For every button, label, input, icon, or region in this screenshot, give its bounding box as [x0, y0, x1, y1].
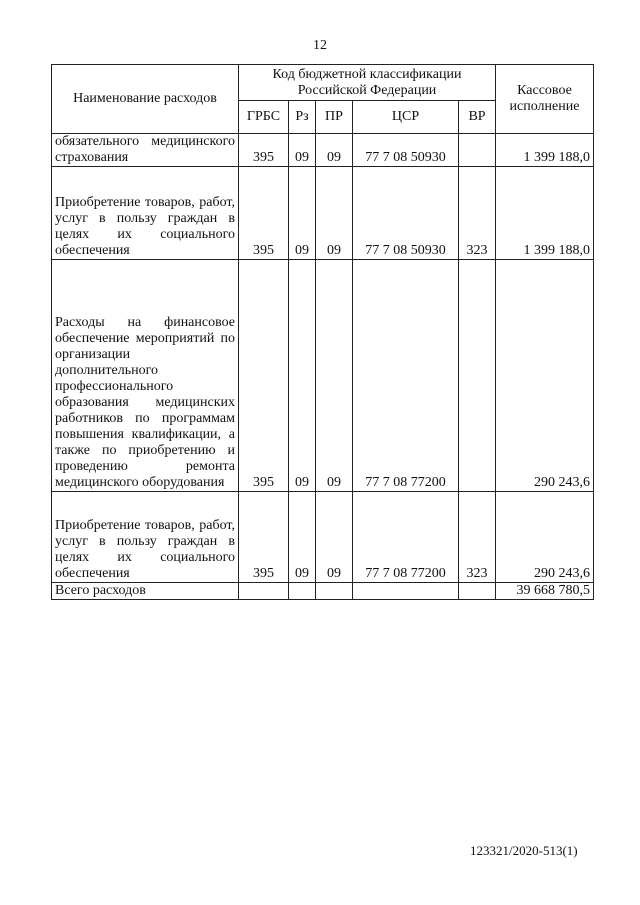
row-pr: 09	[316, 134, 353, 167]
total-empty-cell	[353, 583, 459, 600]
total-row	[52, 583, 594, 600]
table-row	[52, 134, 594, 167]
row-vr: 323	[459, 167, 496, 260]
row-grbs: 395	[239, 167, 289, 260]
column-header-execution: Кассовое исполнение	[496, 65, 594, 134]
column-header-vr: ВР	[459, 101, 496, 134]
row-rz: 09	[289, 134, 316, 167]
row-csr: 77 7 08 50930	[353, 134, 459, 167]
row-name: обязательного медицинского страхования	[52, 134, 239, 167]
row-pr: 09	[316, 492, 353, 583]
row-rz: 09	[289, 167, 316, 260]
row-grbs: 395	[239, 134, 289, 167]
total-amount: 39 668 780,5	[496, 583, 594, 600]
total-label: Всего расходов	[52, 583, 239, 600]
document-reference: 123321/2020-513(1)	[470, 843, 578, 858]
budget-execution-table	[51, 64, 594, 600]
row-vr	[459, 260, 496, 492]
table-row	[52, 492, 594, 583]
row-rz: 09	[289, 492, 316, 583]
row-name: Приобретение товаров, работ, услуг в пользу граждан в целях их социального обеспечения	[52, 492, 239, 583]
row-vr	[459, 134, 496, 167]
row-csr: 77 7 08 77200	[353, 492, 459, 583]
column-header-csr: ЦСР	[353, 101, 459, 134]
row-grbs: 395	[239, 260, 289, 492]
column-header-rz: Рз	[289, 101, 316, 134]
row-amount: 290 243,6	[496, 260, 594, 492]
row-grbs: 395	[239, 492, 289, 583]
row-amount: 1 399 188,0	[496, 134, 594, 167]
row-pr: 09	[316, 260, 353, 492]
column-header-pr: ПР	[316, 101, 353, 134]
table-row	[52, 167, 594, 260]
total-empty-cell	[316, 583, 353, 600]
total-empty-cell	[239, 583, 289, 600]
row-amount: 1 399 188,0	[496, 167, 594, 260]
column-header-code-group: Код бюджетной классификации Российской Федерации	[239, 65, 496, 101]
row-rz: 09	[289, 260, 316, 492]
row-amount: 290 243,6	[496, 492, 594, 583]
total-empty-cell	[459, 583, 496, 600]
row-name: Расходы на финансовое обеспечение мероприятий по организации дополнительного профессионального образования медицинских работников по программам повышения квалификации, а также по приобретению и проведению ремонта медицинского оборудования	[52, 260, 239, 492]
row-vr: 323	[459, 492, 496, 583]
column-header-name: Наименование расходов	[52, 65, 239, 134]
row-csr: 77 7 08 77200	[353, 260, 459, 492]
column-header-grbs: ГРБС	[239, 101, 289, 134]
page-number: 12	[313, 38, 327, 53]
row-name: Приобретение товаров, работ, услуг в пользу граждан в целях их социального обеспечения	[52, 167, 239, 260]
row-csr: 77 7 08 50930	[353, 167, 459, 260]
table-row	[52, 260, 594, 492]
total-empty-cell	[289, 583, 316, 600]
row-pr: 09	[316, 167, 353, 260]
